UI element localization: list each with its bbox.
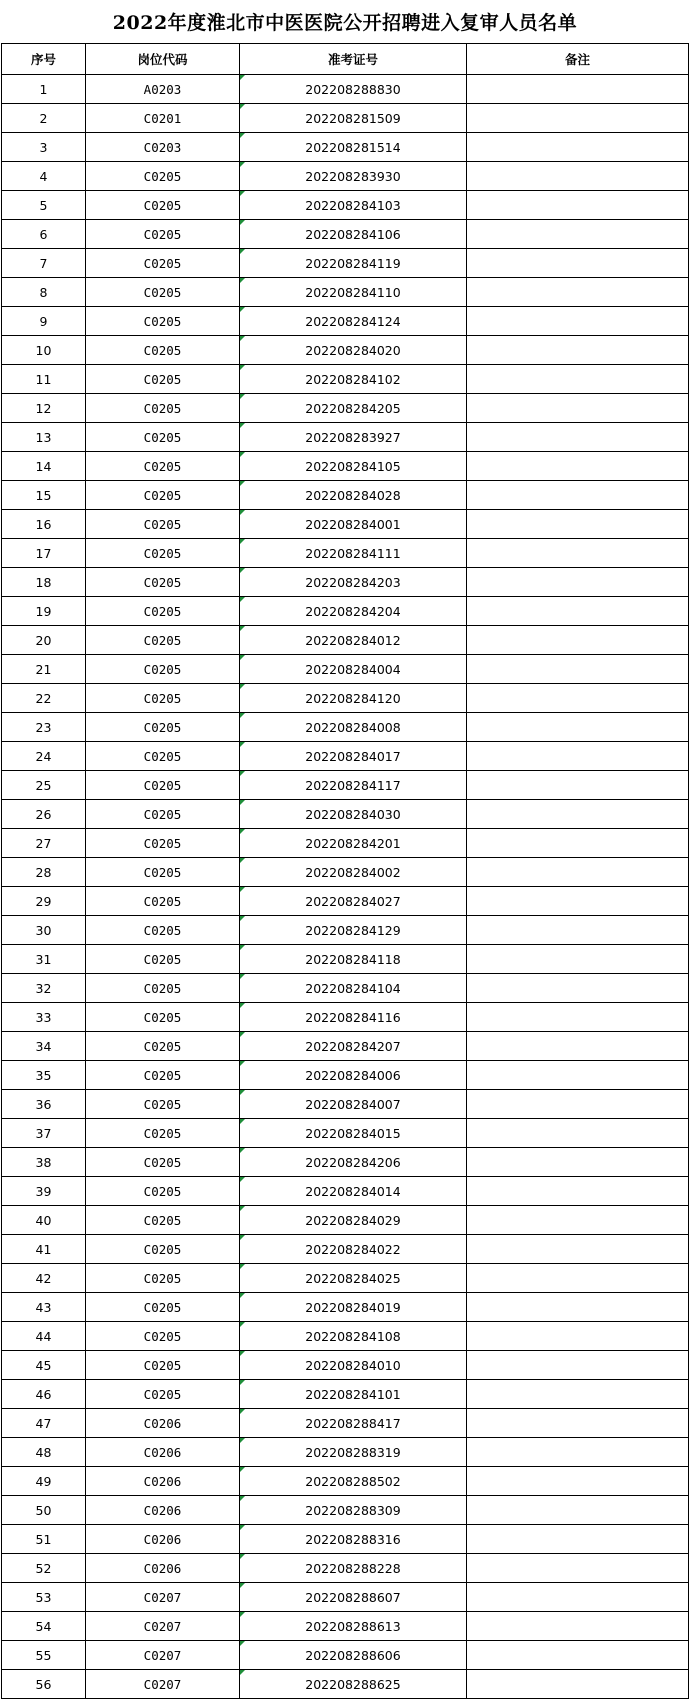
serial-number-cell: 23: [2, 713, 86, 742]
remarks-cell: [467, 1003, 689, 1032]
remarks-cell: [467, 1612, 689, 1641]
position-code-cell: C0207: [86, 1670, 240, 1699]
remarks-cell: [467, 423, 689, 452]
serial-number-cell: 24: [2, 742, 86, 771]
serial-number-cell: 18: [2, 568, 86, 597]
exam-id-cell: 202208284030: [240, 800, 467, 829]
table-row: [2, 1409, 689, 1438]
position-code-cell: C0205: [86, 626, 240, 655]
exam-id-cell: 202208284129: [240, 916, 467, 945]
remarks-cell: [467, 1641, 689, 1670]
position-code-cell: C0205: [86, 365, 240, 394]
table-row: [2, 568, 689, 597]
exam-id-cell: 202208284002: [240, 858, 467, 887]
serial-number-cell: 52: [2, 1554, 86, 1583]
remarks-cell: [467, 771, 689, 800]
header-remarks: 备注: [467, 44, 689, 75]
table-row: [2, 220, 689, 249]
table-row: [2, 191, 689, 220]
serial-number-cell: 56: [2, 1670, 86, 1699]
table-row: [2, 1641, 689, 1670]
exam-id-cell: 202208284201: [240, 829, 467, 858]
position-code-cell: C0205: [86, 829, 240, 858]
exam-id-cell: 202208284022: [240, 1235, 467, 1264]
table-row: [2, 829, 689, 858]
serial-number-cell: 31: [2, 945, 86, 974]
position-code-cell: C0205: [86, 1380, 240, 1409]
table-row: [2, 1119, 689, 1148]
position-code-cell: C0203: [86, 133, 240, 162]
table-row: [2, 1032, 689, 1061]
remarks-cell: [467, 858, 689, 887]
table-row: [2, 1003, 689, 1032]
serial-number-cell: 3: [2, 133, 86, 162]
remarks-cell: [467, 133, 689, 162]
position-code-cell: C0205: [86, 220, 240, 249]
remarks-cell: [467, 1583, 689, 1612]
remarks-cell: [467, 568, 689, 597]
serial-number-cell: 42: [2, 1264, 86, 1293]
table-row: [2, 162, 689, 191]
exam-id-cell: 202208284119: [240, 249, 467, 278]
table-row: [2, 278, 689, 307]
remarks-cell: [467, 1090, 689, 1119]
position-code-cell: C0205: [86, 1061, 240, 1090]
remarks-cell: [467, 1409, 689, 1438]
remarks-cell: [467, 162, 689, 191]
remarks-cell: [467, 1351, 689, 1380]
exam-id-cell: 202208284012: [240, 626, 467, 655]
table-row: [2, 626, 689, 655]
exam-id-cell: 202208284025: [240, 1264, 467, 1293]
serial-number-cell: 12: [2, 394, 86, 423]
serial-number-cell: 5: [2, 191, 86, 220]
remarks-cell: [467, 1496, 689, 1525]
serial-number-cell: 26: [2, 800, 86, 829]
table-row: [2, 597, 689, 626]
table-row: [2, 945, 689, 974]
remarks-cell: [467, 916, 689, 945]
table-row: [2, 916, 689, 945]
exam-id-cell: 202208284004: [240, 655, 467, 684]
remarks-cell: [467, 1148, 689, 1177]
remarks-cell: [467, 829, 689, 858]
exam-id-cell: 202208284007: [240, 1090, 467, 1119]
position-code-cell: C0206: [86, 1554, 240, 1583]
remarks-cell: [467, 510, 689, 539]
remarks-cell: [467, 1554, 689, 1583]
remarks-cell: [467, 220, 689, 249]
table-row: [2, 771, 689, 800]
table-row: [2, 1177, 689, 1206]
table-row: [2, 394, 689, 423]
serial-number-cell: 38: [2, 1148, 86, 1177]
position-code-cell: C0205: [86, 1351, 240, 1380]
serial-number-cell: 8: [2, 278, 86, 307]
remarks-cell: [467, 539, 689, 568]
position-code-cell: A0203: [86, 75, 240, 104]
exam-id-cell: 202208284206: [240, 1148, 467, 1177]
exam-id-cell: 202208284124: [240, 307, 467, 336]
exam-id-cell: 202208288309: [240, 1496, 467, 1525]
exam-id-cell: 202208288830: [240, 75, 467, 104]
remarks-cell: [467, 365, 689, 394]
exam-id-cell: 202208281514: [240, 133, 467, 162]
remarks-cell: [467, 742, 689, 771]
table-row: [2, 713, 689, 742]
serial-number-cell: 25: [2, 771, 86, 800]
serial-number-cell: 7: [2, 249, 86, 278]
table-row: [2, 1467, 689, 1496]
remarks-cell: [467, 481, 689, 510]
position-code-cell: C0205: [86, 713, 240, 742]
table-row: [2, 684, 689, 713]
remarks-cell: [467, 1119, 689, 1148]
position-code-cell: C0205: [86, 858, 240, 887]
table-row: [2, 75, 689, 104]
serial-number-cell: 1: [2, 75, 86, 104]
remarks-cell: [467, 800, 689, 829]
exam-id-cell: 202208284028: [240, 481, 467, 510]
table-row: [2, 742, 689, 771]
exam-id-cell: 202208284104: [240, 974, 467, 1003]
position-code-cell: C0205: [86, 394, 240, 423]
serial-number-cell: 48: [2, 1438, 86, 1467]
serial-number-cell: 33: [2, 1003, 86, 1032]
table-row: [2, 1061, 689, 1090]
remarks-cell: [467, 974, 689, 1003]
serial-number-cell: 32: [2, 974, 86, 1003]
table-row: [2, 1293, 689, 1322]
position-code-cell: C0205: [86, 1177, 240, 1206]
table-row: [2, 1148, 689, 1177]
exam-id-cell: 202208288417: [240, 1409, 467, 1438]
table-row: [2, 307, 689, 336]
exam-id-cell: 202208283930: [240, 162, 467, 191]
exam-id-cell: 202208284204: [240, 597, 467, 626]
exam-id-cell: 202208288316: [240, 1525, 467, 1554]
remarks-cell: [467, 713, 689, 742]
table-row: [2, 1612, 689, 1641]
position-code-cell: C0205: [86, 1032, 240, 1061]
exam-id-cell: 202208288613: [240, 1612, 467, 1641]
serial-number-cell: 22: [2, 684, 86, 713]
remarks-cell: [467, 307, 689, 336]
exam-id-cell: 202208288625: [240, 1670, 467, 1699]
position-code-cell: C0205: [86, 1003, 240, 1032]
serial-number-cell: 27: [2, 829, 86, 858]
exam-id-cell: 202208284102: [240, 365, 467, 394]
exam-id-cell: 202208284120: [240, 684, 467, 713]
serial-number-cell: 2: [2, 104, 86, 133]
exam-id-cell: 202208288607: [240, 1583, 467, 1612]
remarks-cell: [467, 249, 689, 278]
serial-number-cell: 19: [2, 597, 86, 626]
table-row: [2, 1554, 689, 1583]
exam-id-cell: 202208284205: [240, 394, 467, 423]
exam-id-cell: 202208284015: [240, 1119, 467, 1148]
serial-number-cell: 13: [2, 423, 86, 452]
exam-id-cell: 202208284008: [240, 713, 467, 742]
serial-number-cell: 54: [2, 1612, 86, 1641]
position-code-cell: C0205: [86, 1264, 240, 1293]
exam-id-cell: 202208284110: [240, 278, 467, 307]
remarks-cell: [467, 1380, 689, 1409]
exam-id-cell: 202208284108: [240, 1322, 467, 1351]
position-code-cell: C0205: [86, 916, 240, 945]
remarks-cell: [467, 887, 689, 916]
serial-number-cell: 39: [2, 1177, 86, 1206]
remarks-cell: [467, 278, 689, 307]
remarks-cell: [467, 1525, 689, 1554]
exam-id-cell: 202208284014: [240, 1177, 467, 1206]
position-code-cell: C0205: [86, 481, 240, 510]
serial-number-cell: 28: [2, 858, 86, 887]
remarks-cell: [467, 1467, 689, 1496]
remarks-cell: [467, 336, 689, 365]
serial-number-cell: 11: [2, 365, 86, 394]
table-row: [2, 800, 689, 829]
position-code-cell: C0205: [86, 336, 240, 365]
position-code-cell: C0205: [86, 771, 240, 800]
table-row: [2, 1322, 689, 1351]
table-row: [2, 539, 689, 568]
serial-number-cell: 37: [2, 1119, 86, 1148]
table-row: [2, 452, 689, 481]
position-code-cell: C0205: [86, 452, 240, 481]
remarks-cell: [467, 1177, 689, 1206]
position-code-cell: C0205: [86, 191, 240, 220]
remarks-cell: [467, 1322, 689, 1351]
exam-id-cell: 202208284101: [240, 1380, 467, 1409]
table-row: [2, 133, 689, 162]
exam-id-cell: 202208284116: [240, 1003, 467, 1032]
table-row: [2, 481, 689, 510]
serial-number-cell: 51: [2, 1525, 86, 1554]
serial-number-cell: 46: [2, 1380, 86, 1409]
position-code-cell: C0205: [86, 945, 240, 974]
position-code-cell: C0207: [86, 1583, 240, 1612]
position-code-cell: C0205: [86, 887, 240, 916]
position-code-cell: C0205: [86, 742, 240, 771]
remarks-cell: [467, 655, 689, 684]
serial-number-cell: 47: [2, 1409, 86, 1438]
exam-id-cell: 202208284105: [240, 452, 467, 481]
remarks-cell: [467, 597, 689, 626]
position-code-cell: C0205: [86, 423, 240, 452]
remarks-cell: [467, 684, 689, 713]
serial-number-cell: 4: [2, 162, 86, 191]
remarks-cell: [467, 75, 689, 104]
exam-id-cell: 202208284027: [240, 887, 467, 916]
serial-number-cell: 36: [2, 1090, 86, 1119]
table-row: [2, 1235, 689, 1264]
position-code-cell: C0205: [86, 539, 240, 568]
remarks-cell: [467, 1293, 689, 1322]
position-code-cell: C0205: [86, 1322, 240, 1351]
position-code-cell: C0207: [86, 1641, 240, 1670]
table-row: [2, 1264, 689, 1293]
table-row: [2, 1206, 689, 1235]
serial-number-cell: 16: [2, 510, 86, 539]
exam-id-cell: 202208284117: [240, 771, 467, 800]
position-code-cell: C0205: [86, 1119, 240, 1148]
exam-id-cell: 202208284017: [240, 742, 467, 771]
table-row: [2, 365, 689, 394]
table-row: [2, 1090, 689, 1119]
exam-id-cell: 202208284010: [240, 1351, 467, 1380]
serial-number-cell: 17: [2, 539, 86, 568]
table-row: [2, 1438, 689, 1467]
table-row: [2, 336, 689, 365]
position-code-cell: C0205: [86, 568, 240, 597]
remarks-cell: [467, 945, 689, 974]
remarks-cell: [467, 104, 689, 133]
serial-number-cell: 20: [2, 626, 86, 655]
table-body: [2, 75, 689, 1699]
position-code-cell: C0205: [86, 278, 240, 307]
table-row: [2, 887, 689, 916]
table-row: [2, 1351, 689, 1380]
remarks-cell: [467, 1061, 689, 1090]
position-code-cell: C0206: [86, 1438, 240, 1467]
header-exam-id: 准考证号: [240, 44, 467, 75]
remarks-cell: [467, 1670, 689, 1699]
exam-id-cell: 202208284020: [240, 336, 467, 365]
position-code-cell: C0206: [86, 1525, 240, 1554]
position-code-cell: C0205: [86, 162, 240, 191]
position-code-cell: C0205: [86, 974, 240, 1003]
serial-number-cell: 35: [2, 1061, 86, 1090]
serial-number-cell: 43: [2, 1293, 86, 1322]
table-row: [2, 1525, 689, 1554]
serial-number-cell: 10: [2, 336, 86, 365]
table-row: [2, 1583, 689, 1612]
exam-id-cell: 202208284207: [240, 1032, 467, 1061]
serial-number-cell: 29: [2, 887, 86, 916]
table-row: [2, 249, 689, 278]
serial-number-cell: 53: [2, 1583, 86, 1612]
exam-id-cell: 202208288502: [240, 1467, 467, 1496]
serial-number-cell: 34: [2, 1032, 86, 1061]
serial-number-cell: 14: [2, 452, 86, 481]
exam-id-cell: 202208284019: [240, 1293, 467, 1322]
header-serial-number: 序号: [2, 44, 86, 75]
position-code-cell: C0205: [86, 800, 240, 829]
remarks-cell: [467, 452, 689, 481]
exam-id-cell: 202208284203: [240, 568, 467, 597]
table-row: [2, 1380, 689, 1409]
remarks-cell: [467, 1206, 689, 1235]
exam-id-cell: 202208288319: [240, 1438, 467, 1467]
document-title: 2022年度淮北市中医医院公开招聘进入复审人员名单: [112, 12, 578, 34]
position-code-cell: C0207: [86, 1612, 240, 1641]
remarks-cell: [467, 1032, 689, 1061]
table-row: [2, 423, 689, 452]
serial-number-cell: 55: [2, 1641, 86, 1670]
serial-number-cell: 50: [2, 1496, 86, 1525]
serial-number-cell: 21: [2, 655, 86, 684]
header-position-code: 岗位代码: [86, 44, 240, 75]
serial-number-cell: 9: [2, 307, 86, 336]
serial-number-cell: 6: [2, 220, 86, 249]
exam-id-cell: 202208281509: [240, 104, 467, 133]
serial-number-cell: 41: [2, 1235, 86, 1264]
exam-id-cell: 202208284106: [240, 220, 467, 249]
table-row: [2, 655, 689, 684]
exam-id-cell: 202208284001: [240, 510, 467, 539]
remarks-cell: [467, 1438, 689, 1467]
table-row: [2, 1496, 689, 1525]
remarks-cell: [467, 394, 689, 423]
remarks-cell: [467, 1264, 689, 1293]
serial-number-cell: 30: [2, 916, 86, 945]
exam-id-cell: 202208284006: [240, 1061, 467, 1090]
position-code-cell: C0205: [86, 1206, 240, 1235]
table-row: [2, 1670, 689, 1699]
serial-number-cell: 45: [2, 1351, 86, 1380]
exam-id-cell: 202208288228: [240, 1554, 467, 1583]
serial-number-cell: 44: [2, 1322, 86, 1351]
position-code-cell: C0201: [86, 104, 240, 133]
position-code-cell: C0205: [86, 1293, 240, 1322]
position-code-cell: C0206: [86, 1496, 240, 1525]
table-row: [2, 858, 689, 887]
remarks-cell: [467, 1235, 689, 1264]
header-row: [2, 44, 689, 75]
position-code-cell: C0205: [86, 597, 240, 626]
position-code-cell: C0205: [86, 1148, 240, 1177]
candidate-table: [1, 43, 689, 1699]
position-code-cell: C0206: [86, 1467, 240, 1496]
position-code-cell: C0205: [86, 684, 240, 713]
exam-id-cell: 202208283927: [240, 423, 467, 452]
table-row: [2, 974, 689, 1003]
serial-number-cell: 40: [2, 1206, 86, 1235]
position-code-cell: C0205: [86, 1235, 240, 1264]
exam-id-cell: 202208284029: [240, 1206, 467, 1235]
position-code-cell: C0205: [86, 655, 240, 684]
exam-id-cell: 202208284118: [240, 945, 467, 974]
remarks-cell: [467, 191, 689, 220]
exam-id-cell: 202208288606: [240, 1641, 467, 1670]
remarks-cell: [467, 626, 689, 655]
position-code-cell: C0206: [86, 1409, 240, 1438]
position-code-cell: C0205: [86, 510, 240, 539]
position-code-cell: C0205: [86, 307, 240, 336]
table-row: [2, 104, 689, 133]
serial-number-cell: 49: [2, 1467, 86, 1496]
exam-id-cell: 202208284111: [240, 539, 467, 568]
position-code-cell: C0205: [86, 1090, 240, 1119]
exam-id-cell: 202208284103: [240, 191, 467, 220]
position-code-cell: C0205: [86, 249, 240, 278]
serial-number-cell: 15: [2, 481, 86, 510]
table-row: [2, 510, 689, 539]
